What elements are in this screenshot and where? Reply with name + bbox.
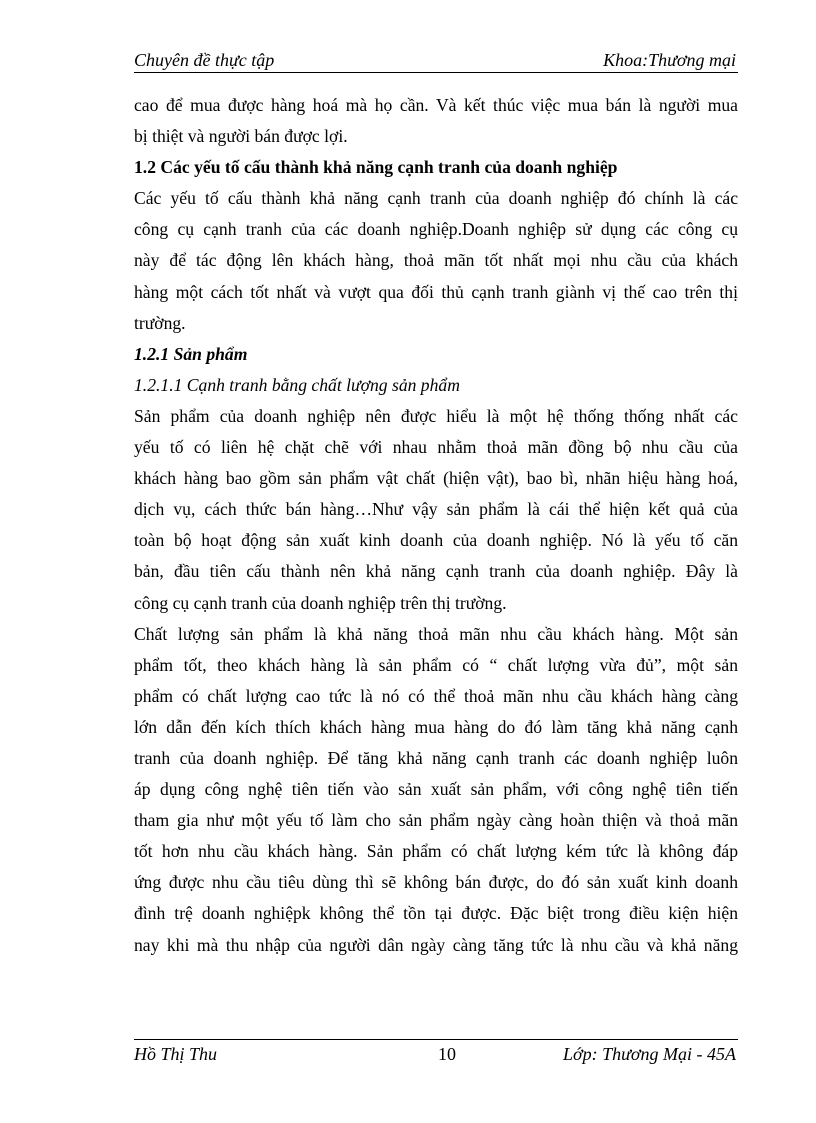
text-line: này để tác động lên khách hàng, thoả mãn tốt nhất mọi nhu cầu của khách — [134, 250, 738, 271]
text-line: đình trệ doanh nghiệpk không thể tồn tại được. Đặc biệt trong điều kiện hiện — [134, 903, 738, 924]
document-body — [134, 90, 738, 961]
text-line: ứng được nhu cầu tiêu dùng thì sẽ không bán được, do đó sản xuất kinh doanh — [134, 872, 738, 893]
text-line: Sản phẩm của doanh nghiệp nên được hiểu là một hệ thống thống nhất các — [134, 405, 738, 426]
text-line: bản, đầu tiên cấu thành nên khả năng cạnh tranh của doanh nghiệp. Đây là — [134, 561, 738, 582]
text-line: hàng một cách tốt nhất và vượt qua đối thủ cạnh tranh giành vị thế cao trên thị — [134, 281, 738, 302]
text-line: phẩm có chất lượng cao tức là nó có thể thoả mãn nhu cầu khách hàng càng — [134, 685, 738, 706]
header-title: Chuyên đề thực tập — [134, 50, 275, 70]
text-line: tốt hơn nhu cầu khách hàng. Sản phẩm có chất lượng kém tức là không đáp — [134, 841, 738, 862]
footer-class: Lớp: Thương Mại - 45A — [562, 1044, 736, 1064]
text-line: tranh của doanh nghiệp. Để tăng khả năng cạnh tranh các doanh nghiệp luôn — [134, 747, 738, 768]
text-line: trường. — [134, 312, 186, 333]
text-line: khách hàng bao gồm sản phẩm vật chất (hiện vật), bao bì, nhãn hiệu hàng hoá, — [134, 468, 738, 489]
text-line: tham gia như một yếu tố làm cho sản phẩm ngày càng hoàn thiện và thoả mãn — [134, 810, 738, 831]
text-line: lớn dẫn đến kích thích khách hàng mua hàng do đó làm tăng khả năng cạnh — [134, 716, 738, 737]
text-line: phẩm tốt, theo khách hàng là sản phẩm có “ chất lượng vừa đủ”, một sản — [134, 654, 738, 675]
text-line: công cụ cạnh tranh của doanh nghiệp trên thị trường. — [134, 592, 507, 613]
text-line: toàn bộ hoạt động sản xuất kinh doanh của doanh nghiệp. Nó là yếu tố căn — [134, 530, 738, 551]
text-line: dịch vụ, cách thức bán hàng…Như vậy sản phẩm là cái thể hiện kết quả của — [134, 499, 738, 520]
page-number: 10 — [438, 1044, 456, 1064]
text-line: áp dụng công nghệ tiên tiến vào sản xuất sản phẩm, với công nghệ tiên tiến — [134, 779, 738, 800]
text-line: 1.2 Các yếu tố cấu thành khả năng cạnh tranh của doanh nghiệp — [134, 157, 618, 178]
text-line: bị thiệt và người bán được lợi. — [134, 126, 348, 147]
text-line: nay khi mà thu nhập của người dân ngày càng tăng tức là nhu cầu và khả năng — [134, 934, 738, 955]
text-line: Chất lượng sản phẩm là khả năng thoả mãn nhu cầu khách hàng. Một sản — [134, 623, 738, 644]
page-header — [134, 48, 738, 73]
text-line: công cụ cạnh tranh của các doanh nghiệp.Doanh nghiệp sử dụng các công cụ — [134, 219, 738, 240]
header-department: Khoa:Thương mại — [603, 50, 736, 70]
footer-author: Hồ Thị Thu — [134, 1044, 218, 1064]
text-line: 1.2.1 Sản phẩm — [134, 343, 248, 364]
text-line: Các yếu tố cấu thành khả năng cạnh tranh của doanh nghiệp đó chính là các — [134, 188, 738, 209]
text-line: cao để mua được hàng hoá mà họ cần. Và kết thúc việc mua bán là người mua — [134, 95, 738, 115]
text-line: yếu tố có liên hệ chặt chẽ với nhau nhằm thoả mãn đồng bộ nhu cầu của — [134, 437, 738, 458]
page-footer — [134, 1039, 738, 1074]
text-line: 1.2.1.1 Cạnh tranh bằng chất lượng sản phẩm — [134, 374, 460, 395]
